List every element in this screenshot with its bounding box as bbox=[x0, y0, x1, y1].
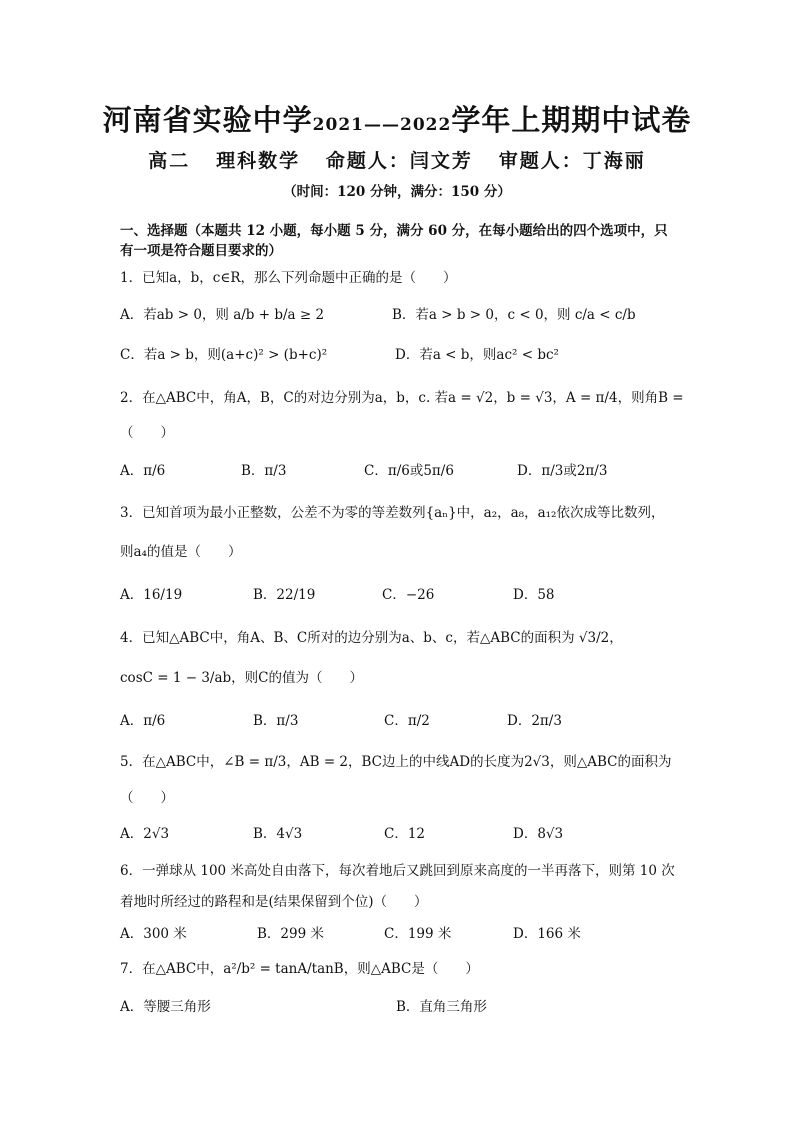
q7-option-a: A．等腰三角形 bbox=[120, 999, 211, 1015]
q1-option-b: B．若a > b > 0，c < 0，则 c/a < c/b bbox=[392, 307, 636, 323]
q5-option-c: C．12 bbox=[384, 826, 426, 842]
q1-stem: 1．已知a，b，c∈R，那么下列命题中正确的是（ ） bbox=[120, 270, 457, 286]
q1-option-c: C．若a > b，则(a+c)² > (b+c)² bbox=[120, 347, 328, 363]
q7-stem: 7．在△ABC中，a²/b² = tanA/tanB，则△ABC是（ ） bbox=[120, 961, 479, 977]
q4-option-b: B．π/3 bbox=[253, 713, 299, 729]
exam-subtitle: 高二 理科数学 命题人：闫文芳 审题人：丁海丽 bbox=[148, 150, 646, 172]
q6-stem-line1: 6．一弹球从 100 米高处自由落下，每次着地后又跳回到原来高度的一半再落下，则第 10 次 bbox=[120, 863, 675, 879]
section-instructions-line2: 有一项是符合题目要求的） bbox=[120, 243, 282, 259]
q3-option-b: B．22/19 bbox=[253, 587, 316, 603]
q3-option-d: D．58 bbox=[513, 587, 555, 603]
q5-stem-line2: （ ） bbox=[120, 790, 174, 806]
q5-option-a: A．2√3 bbox=[120, 826, 170, 842]
q4-stem-line1: 4．已知△ABC中，角A、B、C所对的边分别为a、b、c，若△ABC的面积为 √3/2， bbox=[120, 630, 623, 646]
q4-option-d: D．2π/3 bbox=[507, 713, 562, 729]
q2-option-d: D．π/3或2π/3 bbox=[517, 463, 608, 479]
q4-stem-line2: cosC = 1 − 3/ab，则C的值为（ ） bbox=[120, 670, 363, 686]
title-term: 学年上期期中试卷 bbox=[451, 103, 692, 137]
q4-option-a: A．π/6 bbox=[120, 713, 166, 729]
q2-option-a: A．π/6 bbox=[120, 463, 166, 479]
q2-stem-line2: （ ） bbox=[120, 425, 174, 441]
q6-option-d: D．166 米 bbox=[513, 926, 581, 942]
q1-option-d: D．若a < b，则ac² < bc² bbox=[395, 347, 559, 363]
q5-option-b: B．4√3 bbox=[253, 826, 303, 842]
title-year: 2021——2022 bbox=[312, 115, 452, 135]
q6-stem-line2: 着地时所经过的路程和是(结果保留到个位)（ ） bbox=[120, 894, 428, 910]
q1-option-a: A．若ab > 0，则 a/b + b/a ≥ 2 bbox=[120, 307, 325, 323]
q3-stem-line2: 则a₄的值是（ ） bbox=[120, 544, 242, 560]
q5-option-d: D．8√3 bbox=[513, 826, 564, 842]
q7-option-b: B．直角三角形 bbox=[396, 999, 487, 1015]
q6-option-a: A．300 米 bbox=[120, 926, 187, 942]
q2-option-b: B．π/3 bbox=[241, 463, 287, 479]
q6-option-c: C．199 米 bbox=[384, 926, 452, 942]
q5-stem-line1: 5．在△ABC中，∠B = π/3，AB = 2，BC边上的中线AD的长度为2√3，则△ABC的面积为 bbox=[120, 754, 672, 770]
q2-stem-line1: 2．在△ABC中，角A，B，C的对边分别为a，b，c. 若a = √2，b = √3，A = π/4，则角B = bbox=[120, 390, 684, 406]
q6-option-b: B．299 米 bbox=[257, 926, 324, 942]
q3-option-c: C．−26 bbox=[382, 587, 435, 603]
section-instructions-line1: 一、选择题（本题共 12 小题，每小题 5 分，满分 60 分，在每小题给出的四个选项中，只 bbox=[120, 223, 668, 239]
q3-option-a: A．16/19 bbox=[120, 587, 183, 603]
exam-time-info: （时间：120 分钟，满分：150 分） bbox=[283, 184, 511, 200]
title-school: 河南省实验中学 bbox=[102, 103, 313, 137]
q2-option-c: C．π/6或5π/6 bbox=[364, 463, 454, 479]
q3-stem-line1: 3．已知首项为最小正整数，公差不为零的等差数列{aₙ}中，a₂，a₈，a₁₂依次成等比数列， bbox=[120, 505, 665, 521]
q4-option-c: C．π/2 bbox=[384, 713, 430, 729]
exam-title bbox=[0, 98, 794, 139]
